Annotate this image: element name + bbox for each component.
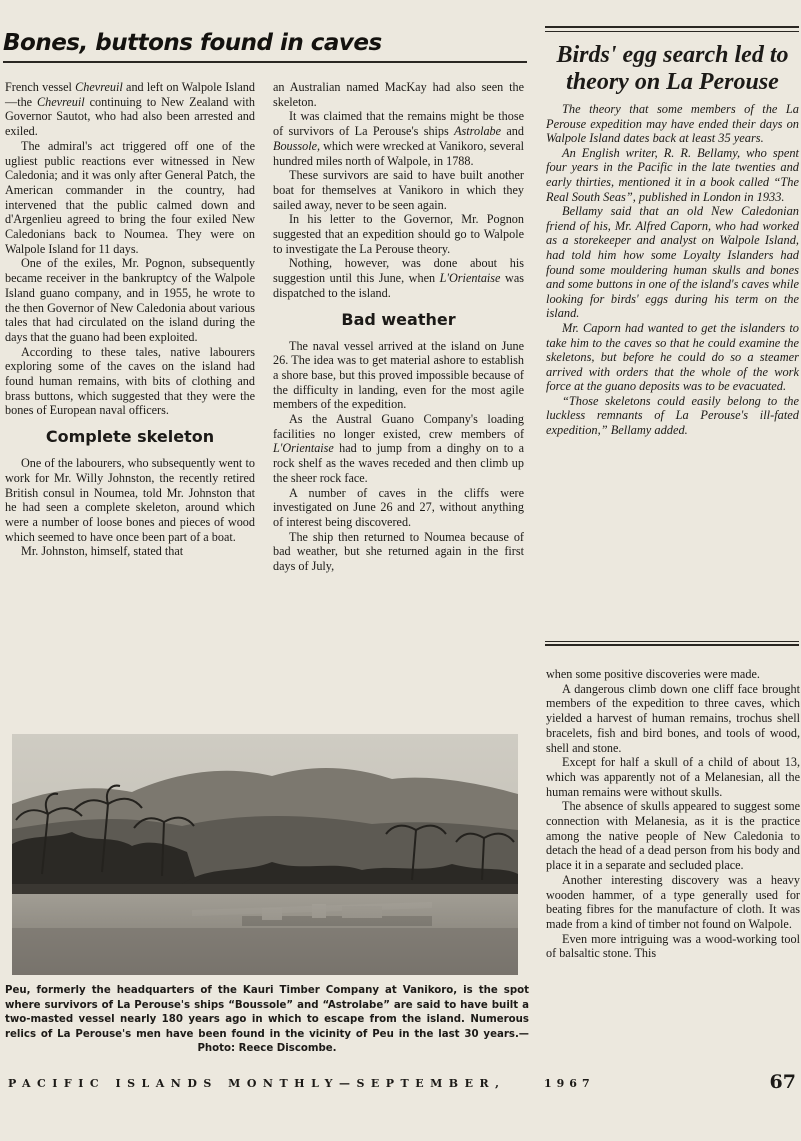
- paragraph: The theory that some members of the La Perouse expedition may have ended their days on Walpole Island dates back at least 35 years.: [546, 102, 799, 146]
- paragraph: The naval vessel arrived at the island on June 26. The idea was to get material ashore to establish a shore base, but this proved impossible because of the difficulty in landing, even for the most agile members of the expedition.: [273, 338, 524, 412]
- paragraph: Another interesting discovery was a heavy wooden hammer, of a type generally used for beating fibres for the manufacture of cloth. It was made from a kind of timber not found on Walpole.: [546, 872, 800, 931]
- paragraph: Mr. Caporn had wanted to get the islanders to take him to the caves so that he could examine the skeletons, but before he could do so a steamer arrived with orders that the whole of the work force at the guano deposits was to be evacuated.: [546, 320, 799, 394]
- photo-peu-vanikoro: [12, 734, 518, 975]
- paragraph: Even more intriguing was a wood-working tool of balsaltic stone. This: [546, 931, 800, 961]
- page-number: 67: [769, 1071, 796, 1093]
- paragraph: According to these tales, native labourers exploring some of the caves on the island had found human remains, with bits of clothing and brass buttons, which suggested that they were the bones of European naval officers.: [5, 344, 255, 418]
- paragraph: an Australian named MacKay had also seen the skeleton.: [273, 80, 524, 109]
- subheading: Bad weather: [341, 309, 456, 329]
- ship-name: Boussole,: [273, 138, 321, 153]
- headline-rule: [3, 61, 527, 63]
- paragraph: It was claimed that the remains might be those of survivors of La Perouse's ships Astrolabe and Boussole, which were wrecked at Vanikoro, several hundred miles north of Walpole, in 1788.: [273, 109, 524, 168]
- sidebar-top-rule-thin: [545, 31, 799, 32]
- paragraph: Except for half a skull of a child of about 13, which was apparently not of a Melanesian, all the human remains were without skulls.: [546, 755, 800, 799]
- paragraph: An English writer, R. R. Bellamy, who spent four years in the Pacific in the late twenties and early thirties, mentioned it in a book called “The Real South Seas”, published in London in 1933.: [546, 145, 799, 204]
- paragraph: As the Austral Guano Company's loading facilities no longer existed, crew members of L'Orientaise had to jump from a dinghy on to a rock shelf as the waves receded and then climb up the sheer rock face.: [273, 412, 524, 485]
- page-footer: [8, 1073, 796, 1095]
- sidebar-story: [546, 42, 799, 438]
- paragraph: Mr. Johnston, himself, stated that: [21, 544, 184, 559]
- paragraph: One of the labourers, who subsequently went to work for Mr. Willy Johnston, the recently retired British consul in Noumea, told Mr. Johnston that he had seen a complete skeleton, around which were a number of loose bones and pieces of wood which seemed to have once been part of a boat.: [5, 456, 255, 544]
- subheading: Complete skeleton: [45, 427, 215, 447]
- paragraph: Bellamy said that an old New Caledonian friend of his, Mr. Alfred Caporn, who had worked as a storekeeper and analyst on Walpole Island, had told him how some Loyalty Islanders had found some mouldering human skulls and bones and some buttons in one of the island's caves while looking for birds' eggs during his term on the island.: [546, 204, 799, 321]
- ship-name: L'Orientaise: [439, 271, 501, 286]
- sidebar-bottom-rule: [545, 644, 799, 646]
- ship-name: Astrolabe: [454, 124, 502, 139]
- paragraph: The admiral's act triggered off one of the ugliest public reactions ever witnessed in New Caledonia; and it was only after General Patch, the American commander in the country, had intervened that the public calmed down and d'Argenlieu agreed to bring the four exiled New Caledonians back to Noumea. They were on Walpole Island for 11 days.: [5, 138, 255, 256]
- footer-magazine: PACIFIC ISLANDS MONTHLY—SEPTEMBER,: [8, 1077, 506, 1090]
- paragraph: A dangerous climb down one cliff face brought members of the expedition to three caves, which yielded a harvest of human remains, trochus shell bracelets, fish and bird bones, and tools of wood, shell and stone.: [546, 681, 800, 755]
- sidebar-bottom-rule-thin: [545, 641, 799, 642]
- paragraph: The absence of skulls appeared to suggest some connection with Melanesia, as it is the practice among the native people of New Caledonia to detach the head of a dead person from his body and place it in a separate and secluded place.: [546, 799, 800, 873]
- paragraph: Nothing, however, was done about his suggestion until this June, when L'Orientaise was dispatched to the island.: [273, 256, 524, 300]
- photo-caption: Peu, formerly the headquarters of the Kauri Timber Company at Vanikoro, is the spot where survivors of La Perouse's ships “Boussole” and “Astrolabe” are said to have built a two-masted vessel nearly 180 years ago in which to escape from the island. Numerous relics of La Perouse's men have been found in the vicinity of Peu in the last 30 years.—Photo: Reece Discombe.: [5, 985, 529, 1054]
- paragraph: The ship then returned to Noumea because of bad weather, but she returned again in the first days of July,: [273, 529, 524, 574]
- paragraph: A number of caves in the cliffs were investigated on June 26 and 27, without anything of interest being discovered.: [273, 485, 524, 529]
- paragraph: when some positive discoveries were made.: [546, 667, 760, 681]
- sidebar-title: Birds' egg search led to theory on La Perouse: [556, 42, 789, 95]
- ship-name: Chevreuil: [75, 80, 123, 94]
- article-column-1: [5, 80, 255, 559]
- paragraph: These survivors are said to have built another boat for themselves at Vanikoro in which they sailed away, never to be seen again.: [273, 168, 524, 212]
- article-column-2: [273, 80, 524, 574]
- sidebar-top-rule: [545, 26, 799, 28]
- paragraph: “Those skeletons could easily belong to the luckless remnants of La Perouse's ill-fated expedition,” Bellamy added.: [546, 393, 799, 438]
- paragraph: One of the exiles, Mr. Pognon, subsequently became receiver in the bankruptcy of the Walpole Island guano company, and in 1955, he wrote to the then Governor of New Caledonia about various tales that had circulated on the island during the days that the guano had been exploited.: [5, 256, 255, 344]
- headline: Bones, buttons found in caves: [3, 30, 382, 56]
- ship-name: L'Orientaise: [273, 441, 334, 456]
- paragraph: French vessel Chevreuil and left on Walpole Island—the Chevreuil continuing to New Zealand with Governor Sautot, who had also been arrested and exiled.: [5, 80, 255, 139]
- footer-year: 1967: [544, 1077, 595, 1090]
- paragraph: In his letter to the Governor, Mr. Pognon suggested that an expedition should go to Walpole to investigate the La Perouse theory.: [273, 212, 524, 256]
- ship-name: Chevreuil: [37, 94, 85, 109]
- article-column-3: [546, 667, 800, 961]
- photo-illustration: [12, 734, 518, 975]
- sidebar-body: [546, 102, 799, 438]
